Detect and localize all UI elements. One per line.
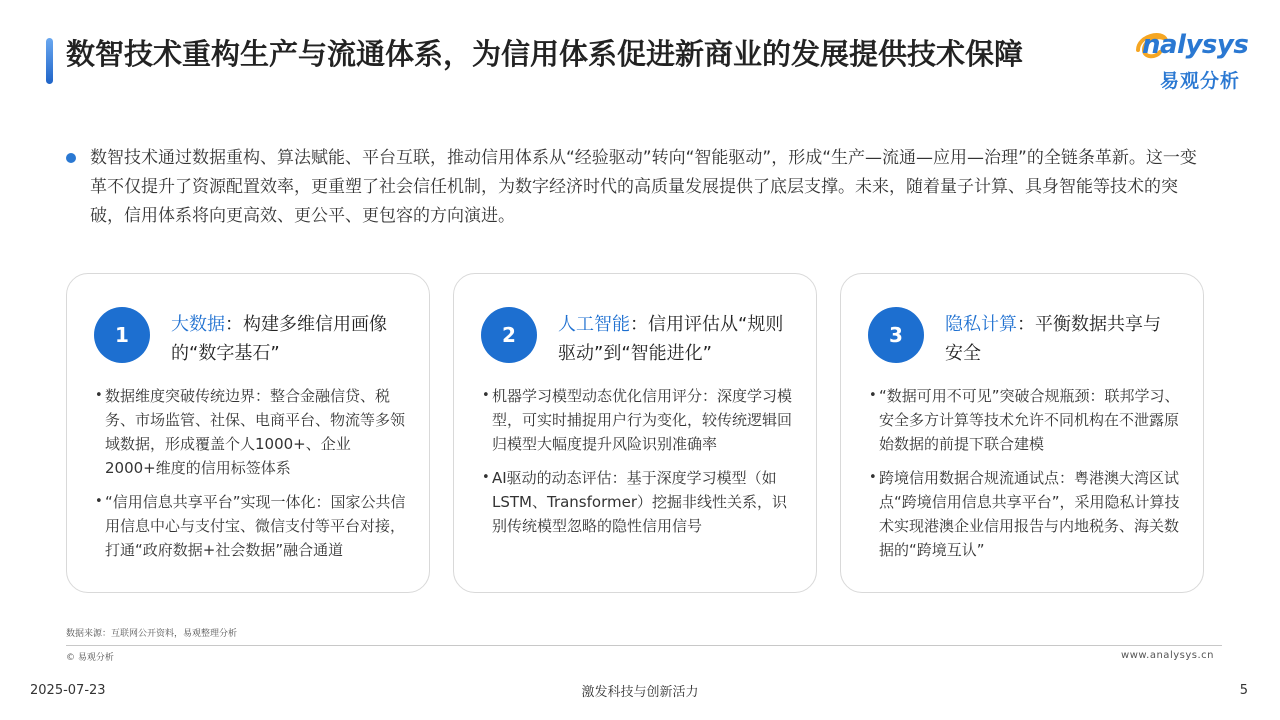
card-heading-text: ：构建多维信用画像的“数字基石” <box>171 314 387 364</box>
card-bullet-item: • “数据可用不可见”突破合规瓶颈：联邦学习、安全多方计算等技术允许不同机构在不泄露原始数据的前提下联合建模 <box>869 384 1185 456</box>
title-accent-bar <box>46 38 53 84</box>
card-heading-highlight: 隐私计算 <box>945 314 1017 335</box>
card-ai <box>453 273 817 593</box>
intro-paragraph: 数智技术通过数据重构、算法赋能、平台互联，推动信用体系从“经验驱动”转向“智能驱动”，形成“生产—流通—应用—治理”的全链条革新。这一变革不仅提升了资源配置效率，更重塑了社会信任机制，为数字经济时代的高质量发展提供了底层支撑。未来，随着量子计算、具身智能等技术的突破，信用体系将向更高效、更公平、更包容的方向演进。 <box>90 148 1197 226</box>
data-source-note: 数据来源：互联网公开资料，易观整理分析 <box>66 629 238 639</box>
card-big-data <box>66 273 430 593</box>
card-heading-text: ：信用评估从“规则驱动”到“智能进化” <box>558 314 784 364</box>
card-body <box>95 384 411 572</box>
card-body <box>869 384 1185 572</box>
card-privacy-computing <box>840 273 1204 593</box>
logo-chinese-text: 易观分析 <box>1160 70 1241 92</box>
logo-english-text: nalysys <box>1142 30 1249 60</box>
card-bullet-item: • 机器学习模型动态优化信用评分：深度学习模型，可实时捕捉用户行为变化，较传统逻辑回归模型大幅度提升风险识别准确率 <box>482 384 798 456</box>
card-heading <box>171 310 401 368</box>
card-number-badge: 2 <box>481 307 537 363</box>
card-bullet-item: • 跨境信用数据合规流通试点：粤港澳大湾区试点“跨境信用信息共享平台”，采用隐私计算技术实现港澳企业信用报告与内地税务、海关数据的“跨境互认” <box>869 466 1185 562</box>
footer-slogan: 激发科技与创新活力 <box>581 685 699 700</box>
card-heading-text: ：平衡数据共享与安全 <box>945 314 1161 364</box>
card-bullet-item: • 数据维度突破传统边界：整合金融信贷、税务、市场监管、社保、电商平台、物流等多领域数据，形成覆盖个人1000+、企业2000+维度的信用标签体系 <box>95 384 411 480</box>
page-number: 5 <box>1239 683 1248 698</box>
footer-divider <box>66 645 1222 646</box>
website-link[interactable]: www.analysys.cn <box>1121 650 1214 661</box>
card-number-badge: 1 <box>94 307 150 363</box>
card-body <box>482 384 798 548</box>
page-title: 数智技术重构生产与流通体系，为信用体系促进新商业的发展提供技术保障 <box>66 37 1024 71</box>
analysys-logo <box>1132 26 1267 96</box>
card-heading <box>945 310 1175 368</box>
footer-date: 2025-07-23 <box>30 683 106 698</box>
intro-bullet-icon <box>66 153 76 163</box>
card-bullet-item: • “信用信息共享平台”实现一体化：国家公共信用信息中心与支付宝、微信支付等平台对接，打通“政府数据+社会数据”融合通道 <box>95 490 411 562</box>
card-number-badge: 3 <box>868 307 924 363</box>
card-heading <box>558 310 788 368</box>
card-heading-highlight: 大数据 <box>171 314 225 335</box>
card-heading-highlight: 人工智能 <box>558 314 630 335</box>
card-bullet-item: • AI驱动的动态评估：基于深度学习模型（如LSTM、Transformer）挖掘非线性关系，识别传统模型忽略的隐性信用信号 <box>482 466 798 538</box>
copyright-text: © 易观分析 <box>66 653 114 663</box>
